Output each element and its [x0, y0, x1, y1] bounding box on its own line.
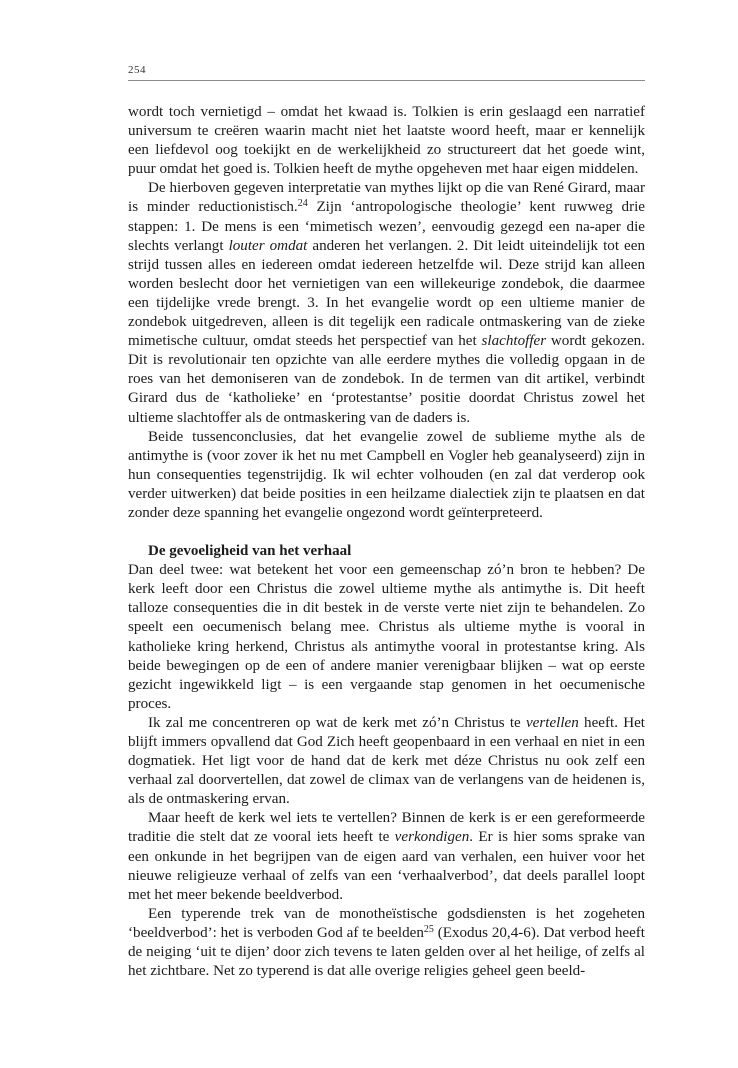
paragraph-7: Een typerende trek van de monotheïstische godsdiensten is het zogeheten ‘beeldverbod’: het is verboden God af te beelden$^{25}$ (Exodus 20,4-6). Dat verbod heeft de neiging ‘uit te dijen’ door zich tevens te laten gelden over al het heilige, of zelfs al het zichtbare. Net zo typerend is dat alle overige religies geheel geen beeld-	[128, 905, 645, 980]
footnote-ref-25[interactable]: 25	[423, 923, 434, 935]
footnote-ref-24[interactable]: 24	[297, 198, 308, 210]
book-page	[128, 58, 645, 981]
paragraph-3: Beide tussenconclusies, dat het evangelie zowel de sublieme mythe als de antimythe is (voor zover ik het nu met Campbell en Vogler heb geanalyseerd) zijn in hun consequenties tegenstrijdig. Ik wil echter volhouden (en zal dat verderop ook verder uitwerken) dat beide posities in een heilzame dialectiek zijn te plaatsen en dat zonder deze spanning het evangelie ongezond wordt geïnterpreteerd.	[128, 428, 645, 521]
paragraph-1: wordt toch vernietigd – omdat het kwaad is. Tolkien is erin geslaagd een narratief universum te creëren waarin macht niet het laatste woord heeft, maar er kennelijk een liefdevol oog toekijkt en de werkelijkheid zo structureert dat het goede wint, puur omdat het goed is. Tolkien heeft de mythe opgeheven met haar eigen middelen.	[128, 104, 645, 178]
page-number: 254	[128, 64, 146, 76]
body-text	[128, 103, 645, 981]
paragraph-2: De hierboven gegeven interpretatie van mythes lijkt op die van René Girard, maar is minder reductionistisch.$^{24}$ Zijn ‘antropologische theologie’ kent ruwweg drie stappen: 1. De mens is een ‘mimetisch wezen’, eenvoudig gezegd een na-aper die slechts verlangt louter omdat anderen het verlangen. 2. Dit leidt uiteindelijk tot een strijd tussen alles en iedereen omdat iedereen hetzelfde wil. Deze strijd kan alleen worden beslecht door het vernietigen van een willekeurige zondebok, die daarmee een tijdelijke vrede brengt. 3. In het evangelie wordt op een ultieme manier de zondebok uitgedreven, alleen is dit tegelijk een radicale ontmaskering van de zieke mimetische cultuur, omdat steeds het perspectief van het slachtoffer wordt gekozen. Dit is revolutionair ten opzichte van alle eerdere mythes die volledig opgaan in de roes van het demoniseren van de zondebok. In de termen van dit artikel, verbindt Girard dus de ‘katholieke’ en ‘protestantse’ positie doordat Christus zowel het ultieme slachtoffer als de ontmaskering van de daders is.	[128, 180, 646, 426]
page-header	[128, 58, 645, 81]
paragraph-5: Ik zal me concentreren op wat de kerk met zó’n Christus te vertellen heeft. Het blijft immers opvallend dat God Zich heeft geopenbaard in een verhaal en niet in een dogmatiek. Het ligt voor de hand dat de kerk met déze Christus nu ook zelf een verhaal zal doorvertellen, dat zowel de climax van de verlangens van de heidenen is, als de ontmaskering ervan.	[128, 714, 645, 808]
paragraph-6: Maar heeft de kerk wel iets te vertellen? Binnen de kerk is er een gereformeerde traditie die stelt dat ze vooral iets heeft te verkondigen. Er is hier soms sprake van een onkunde in het begrijpen van de eigen aard van verhalen, een huiver voor het nieuwe religieuze verhaal of zelfs van een ‘verhaalverbod’, dat deels parallel loopt met het meer bekende beeldverbod.	[128, 810, 645, 903]
section-heading: De gevoeligheid van het verhaal	[148, 543, 352, 560]
paragraph-4: Dan deel twee: wat betekent het voor een gemeenschap zó’n bron te hebben? De kerk leeft door een Christus die zowel ultieme mythe als antimythe is. Dit heeft talloze consequenties die in dit bestek in de verste verte niet zijn te behandelen. Zo speelt een oecumenisch belang mee. Christus als ultieme mythe is vooral in katholieke kring herkend, Christus als antimythe vooral in protestantse kring. Als beide bewegingen op de een of andere manier verenigbaar blijken – wat op eerste gezicht ingewikkeld ligt – is een vergaande stap genomen in het oecumenische proces.	[128, 562, 645, 712]
